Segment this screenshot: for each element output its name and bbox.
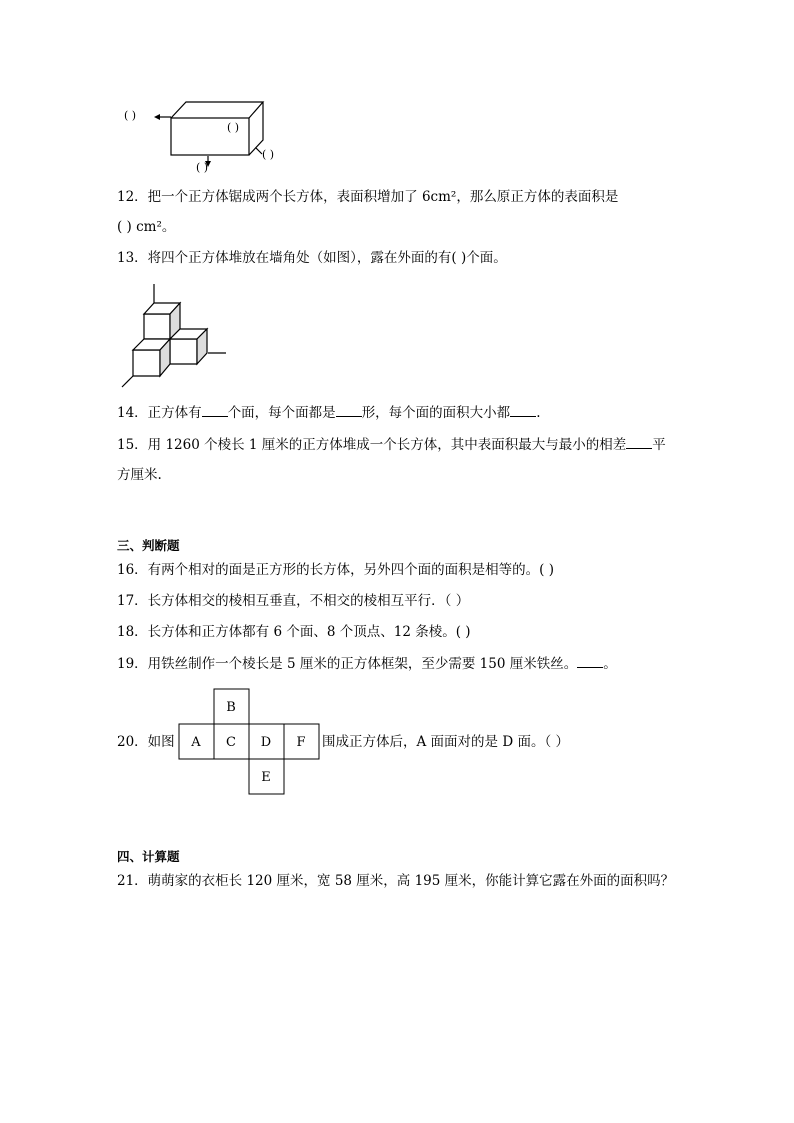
net-label-a: A [191,735,201,750]
q20-suffix: 围成正方体后，A 面面对的是 D 面。（ ） [322,734,569,750]
q13-text: 13．将四个正方体堆放在墙角处（如图），露在外面的有( )个面。 [117,250,507,266]
calc-section-title: 四、计算题 [117,849,180,864]
net-label-b: B [226,700,236,715]
q14-part-c: 形，每个面的面积大小都 [361,405,511,421]
label-left: ( ) [124,109,137,122]
net-label-e: E [261,770,271,785]
q15-part-a: 15．用 1260 个棱长 1 厘米的正方体堆成一个长方体，其中表面积最大与最小的相差 [117,437,627,453]
q18-text: 18．长方体和正方体都有 6 个面、8 个顶点、12 条棱。( ) [117,624,471,640]
label-right: ( ) [262,148,275,161]
q15-line2: 方厘米. [117,467,162,483]
q17-text: 17．长方体相交的棱相互垂直，不相交的棱相互平行．（ ） [117,593,470,609]
label-bottom: ( ) [196,161,209,174]
q19-part-b: 。 [603,656,617,672]
q14-part-a: 14．正方体有 [117,405,202,421]
q14-part-b: 个面，每个面都是 [227,405,336,421]
net-label-c: C [226,735,236,750]
q15-part-b: 平 [652,437,666,453]
q12-line2: ( ) cm²。 [117,219,176,235]
q12-line1: 12．把一个正方体锯成两个长方体，表面积增加了 6cm²，那么原正方体的表面积是 [117,189,619,205]
label-face: ( ) [227,121,240,134]
net-label-d: D [260,735,272,750]
q21-text: 21．萌萌家的衣柜长 120 厘米，宽 58 厘米，高 195 厘米，你能计算它露在外面的面积吗？ [117,873,675,889]
q19-part-a: 19．用铁丝制作一个棱长是 5 厘米的正方体框架，至少需要 150 厘米铁丝。 [117,656,578,672]
net-label-f: F [296,735,306,750]
q20-prefix: 20．如图 [117,734,175,750]
judge-section-title: 三、判断题 [117,538,180,553]
q16-text: 16．有两个相对的面是正方形的长方体，另外四个面的面积是相等的。( ) [117,562,555,578]
q14-part-d: . [536,405,541,421]
